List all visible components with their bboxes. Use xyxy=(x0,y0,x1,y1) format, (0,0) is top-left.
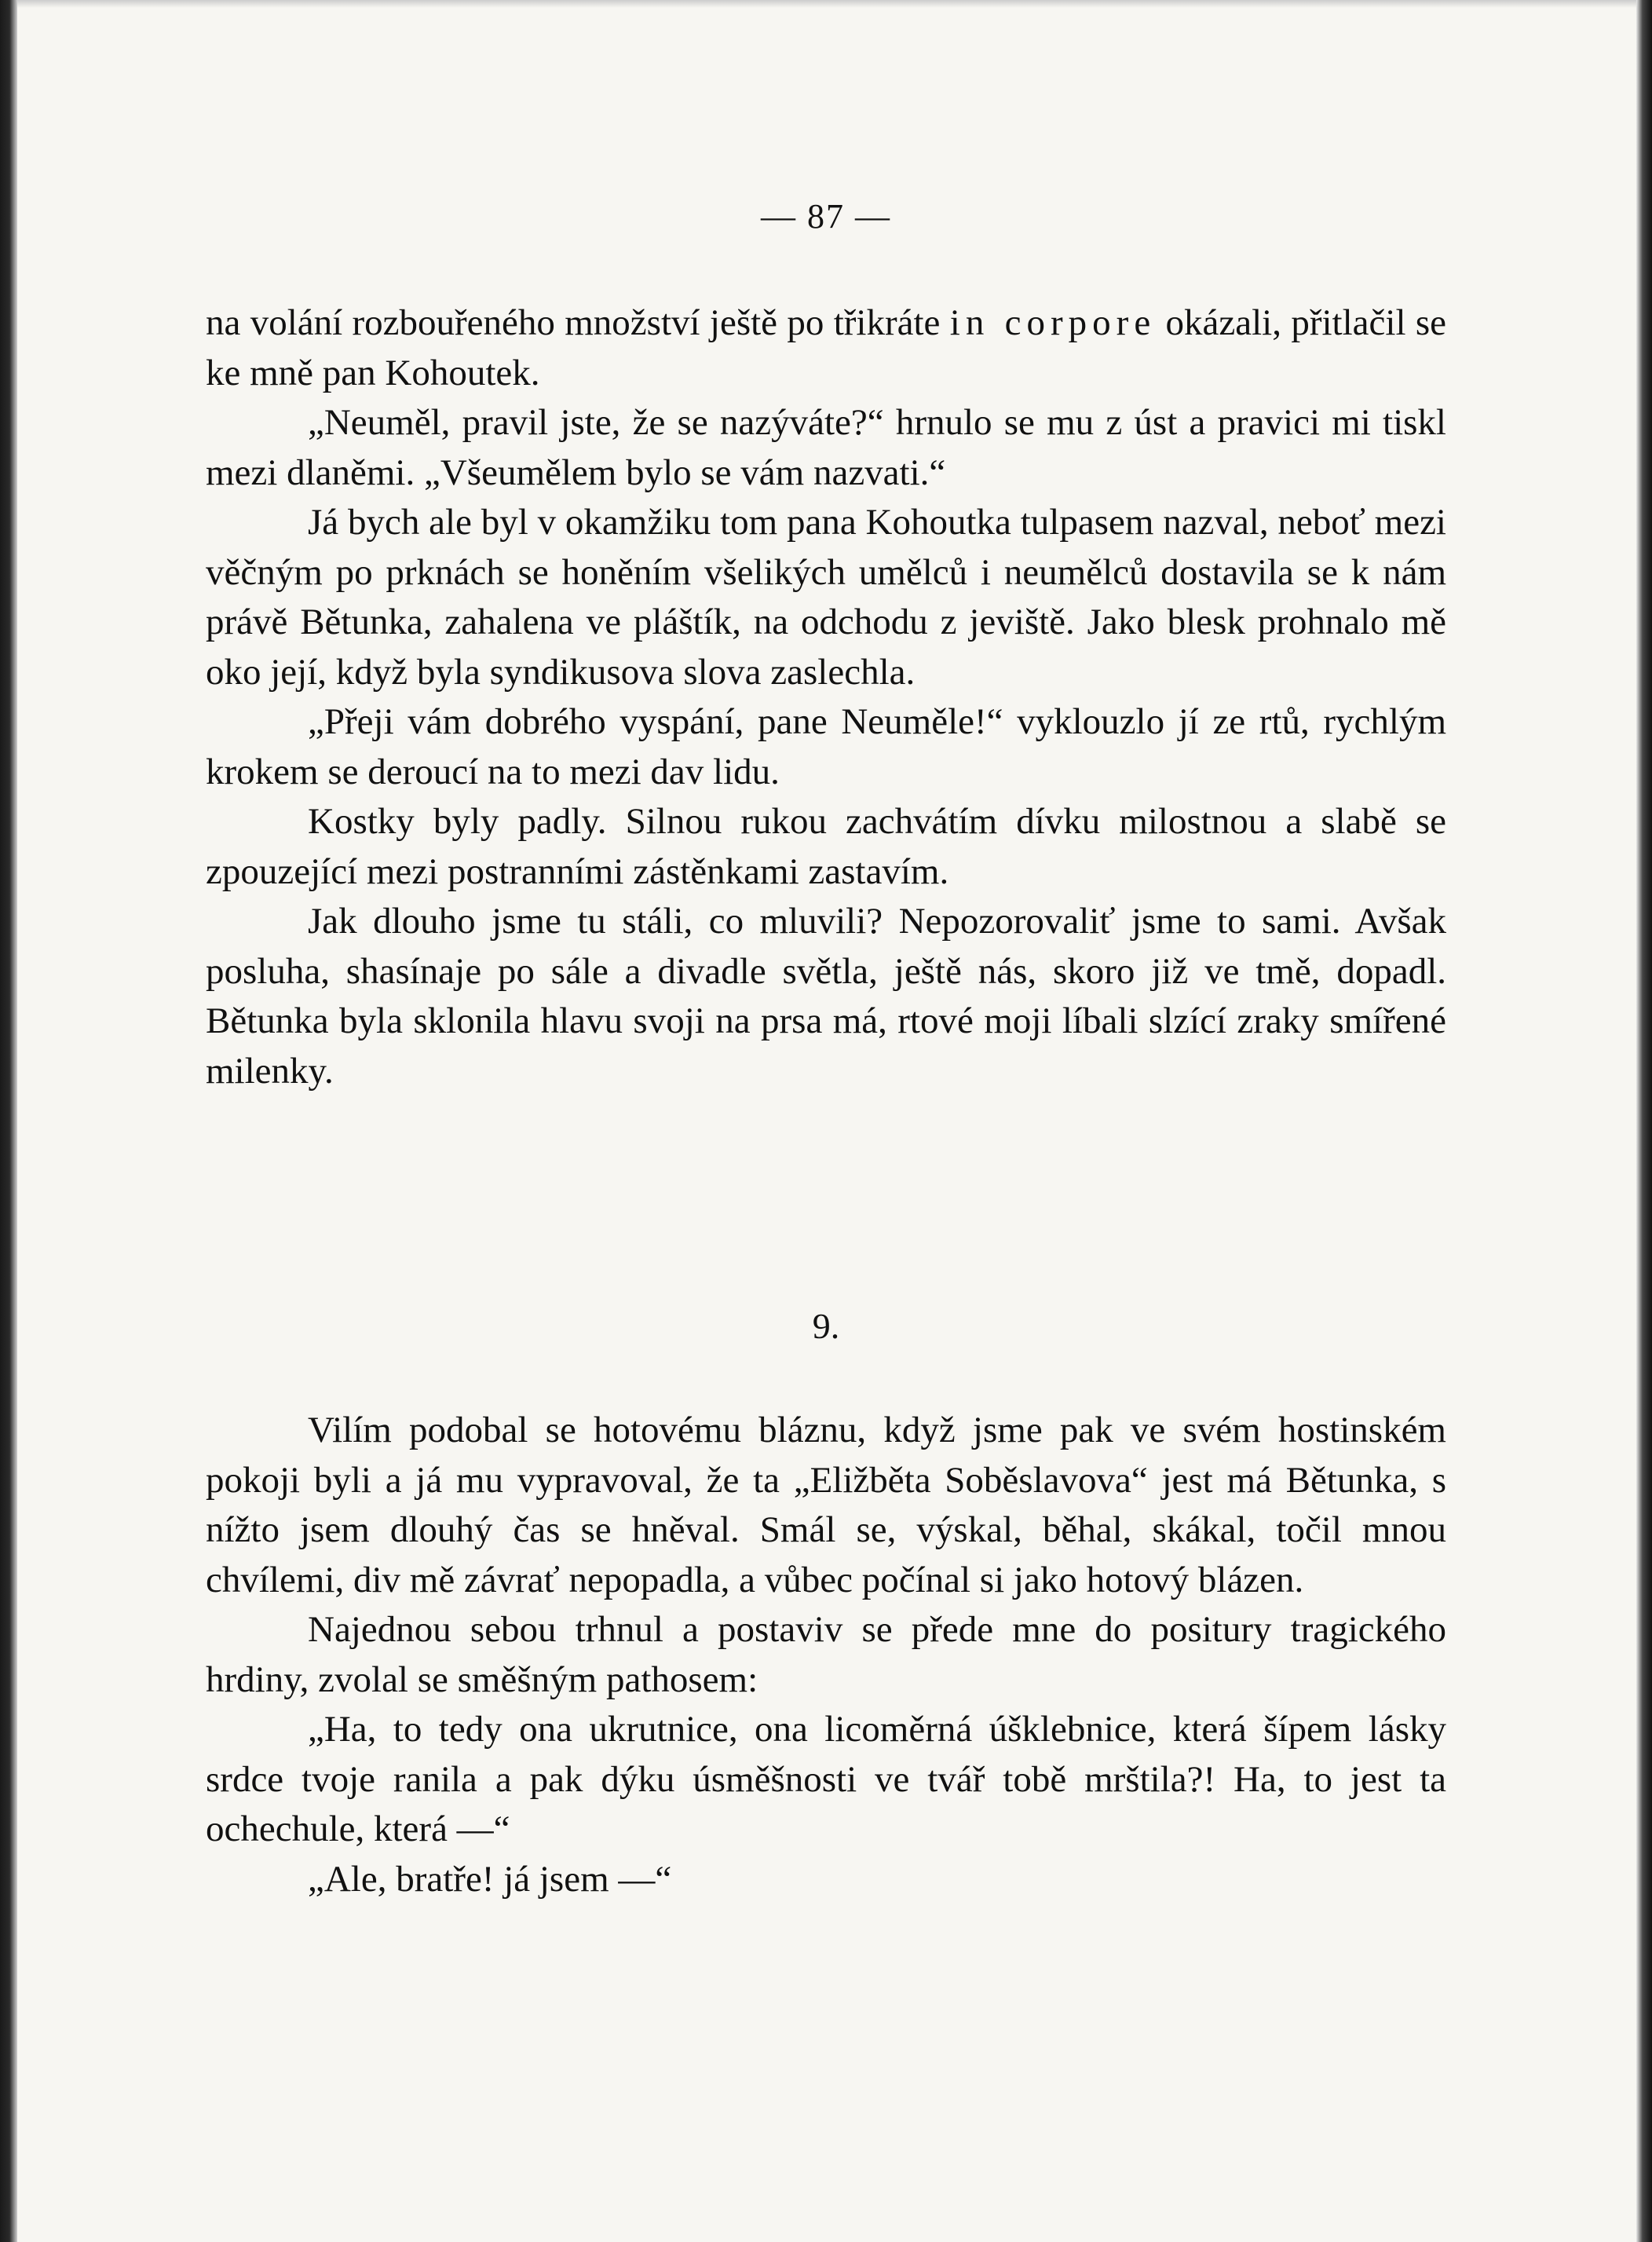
text-block-top xyxy=(206,298,1446,1096)
paragraph-6: Jak dlouho jsme tu stáli, co mluvili? Nepozorovaliť jsme to sami. Avšak posluha, shasínaje po sále a divadle světla, ještě nás, skoro již ve tmě, dopadl. Bětunka byla sklonila hlavu svoji na prsa má, rtové moji líbali slzící zraky smířené milenky. xyxy=(206,901,1446,1092)
chapter-number: 9. xyxy=(812,1306,840,1346)
paragraph-7: Vilím podobal se hotovému bláznu, když jsme pak ve svém hostinském pokoji byli a já mu vypravoval, že ta „Eližběta Soběslavova“ jest má Bětunka, s nížto jsem dlouhý čas se hněval. Smál se, výskal, běhal, skákal, točil mnou chvílemi, div mě závrať nepopadla, a vůbec počínal si jako hotový blázen. xyxy=(206,1410,1446,1600)
scan-edge-top xyxy=(17,0,1636,8)
scan-edge-right xyxy=(1636,0,1652,2242)
paragraph-2: „Neuměl, pravil jste, že se nazýváte?“ hrnulo se mu z úst a pravici mi tiskl mezi dlaněmi. „Všeumělem bylo se vám nazvati.“ xyxy=(206,402,1446,493)
paragraph-4: „Přeji vám dobrého vyspání, pane Neuměle!“ vyklouzlo jí ze rtů, rychlým krokem se deroucí na to mezi dav lidu. xyxy=(206,701,1446,792)
text-block-bottom xyxy=(206,1406,1446,1904)
paragraph-9: „Ha, to tedy ona ukrutnice, ona licoměrná úšklebnice, která šípem lásky srdce tvoje ranila a pak dýku úsměšnosti ve tvář tobě mrštila?! Ha, to jest ta ochechule, která —“ xyxy=(206,1709,1446,1849)
paragraph-1-rest: okázali, přitlačil se ke mně pan Kohoutek. xyxy=(206,302,1446,393)
scan-edge-left xyxy=(0,0,17,2242)
paragraph-1-lead: na volání rozbouřeného množství ještě po třikráte xyxy=(206,302,950,343)
paragraph-10: „Ale, bratře! já jsem —“ xyxy=(308,1858,672,1900)
paragraph-8: Najednou sebou trhnul a postaviv se přede mne do positury tragického hrdiny, zvolal se směšným pathosem: xyxy=(206,1609,1446,1700)
paragraph-5: Kostky byly padly. Silnou rukou zachvátím dívku milostnou a slabě se zpouzející mezi postranními zástěnkami zastavím. xyxy=(206,801,1446,892)
latin-phrase: in corpore xyxy=(949,302,1157,343)
page-number: — 87 — xyxy=(761,197,891,236)
paragraph-3: Já bych ale byl v okamžiku tom pana Kohoutka tulpasem nazval, neboť mezi věčným po prknách se honěním všelikých umělců i neumělců dostavila se k nám právě Bětunka, zahalena ve pláštík, na odchodu z jeviště. Jako blesk prohnalo mě oko její, když byla syndikusova slova zaslechla. xyxy=(206,502,1446,693)
paragraph-1 xyxy=(206,298,1446,398)
